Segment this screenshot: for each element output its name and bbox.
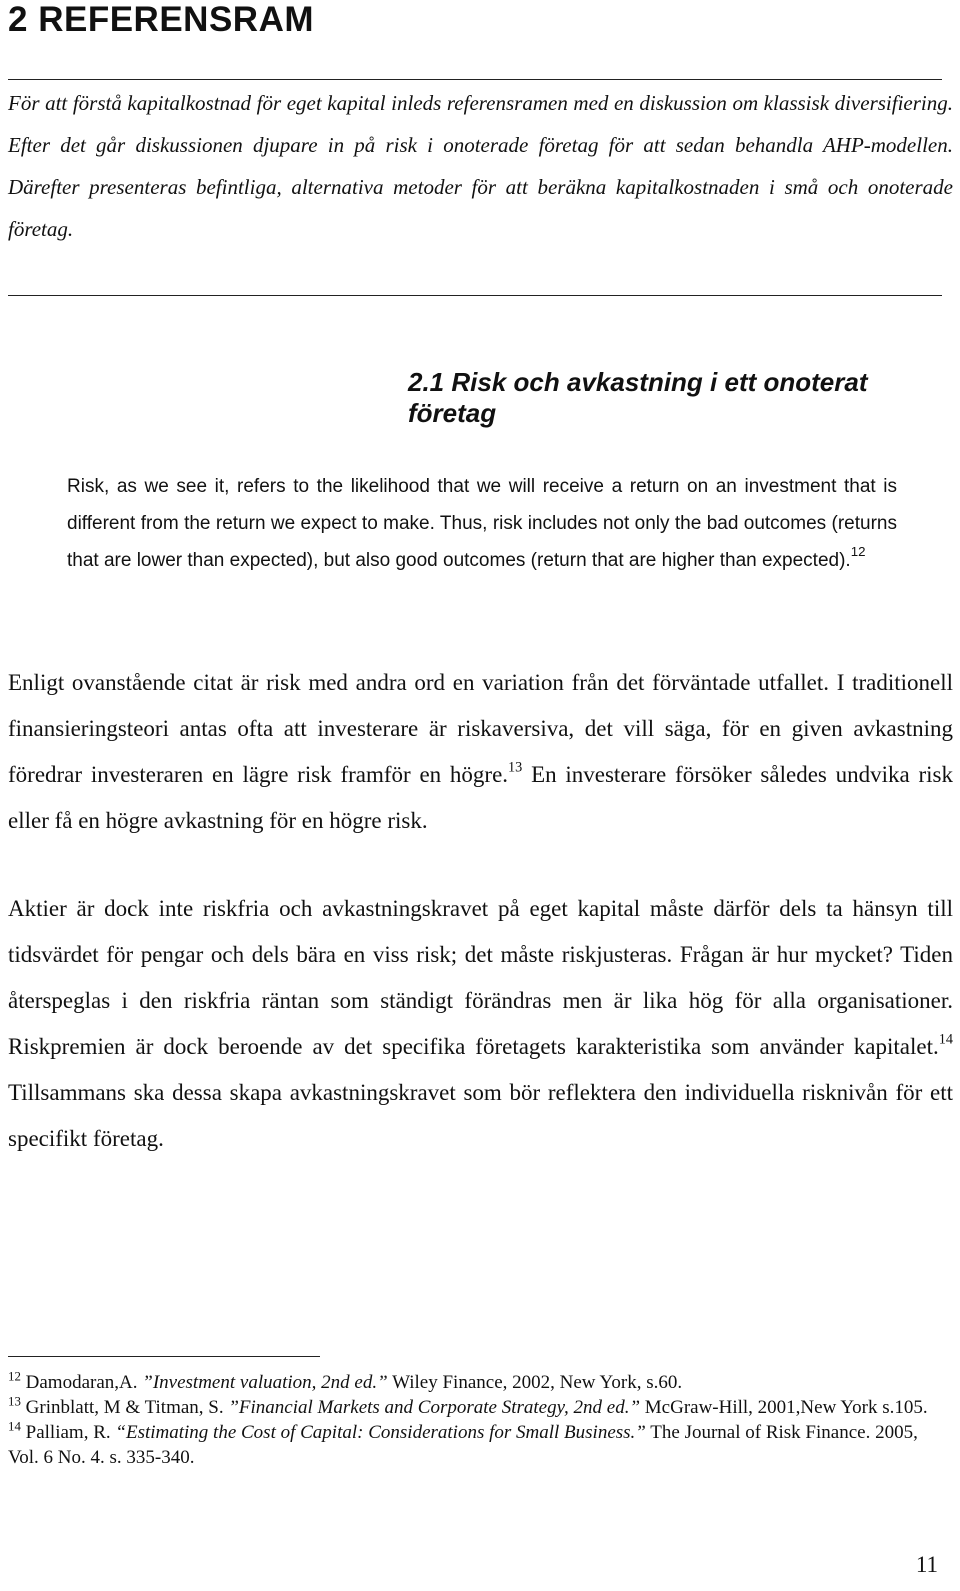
paragraph1-text-b: En investerare försöker således undvika risk eller få en högre avkastning för en högre risk.	[8, 762, 953, 833]
intro-bottom-rule	[8, 295, 942, 296]
footnote-number: 13	[8, 1393, 21, 1409]
section-heading	[408, 367, 960, 429]
paragraph1-text-a: Enligt ovanstående citat är risk med andra ord en variation från det förväntade utfallet. I traditionell finansieringsteori antas ofta att investerare är riskaversiva, det vill säga, för en given avkastning föredrar investeraren en lägre risk framför en högre.	[8, 670, 953, 787]
block-quote	[67, 468, 897, 579]
footnote-ref-14[interactable]: 14	[938, 1031, 953, 1048]
paragraph2-text-b: Tillsammans ska dessa skapa avkastningskravet som bör reflektera den individuella risknivån för ett specifikt företag.	[8, 1080, 953, 1151]
paragraph2-text-a: Aktier är dock inte riskfria och avkastningskravet på eget kapital måste därför dels ta hänsyn till tidsvärdet för pengar och dels bära en viss risk; det måste riskjusteras. Frågan är hur mycket? Tiden återspeglas i den riskfria räntan som ständigt förändras men är lika hög för alla organisationer. Riskpremien är dock beroende av det specifika företagets karakteristika som använder kapitalet.	[8, 896, 953, 1059]
footnote-author: Palliam, R.	[25, 1422, 116, 1443]
footnote-title: “Estimating the Cost of Capital: Considerations for Small Business.”	[115, 1422, 646, 1443]
intro-top-rule	[8, 79, 942, 80]
intro-paragraph: För att förstå kapitalkostnad för eget kapital inleds referensramen med en diskussion om klassisk diversifiering. Efter det går diskussionen djupare in på risk i onoterade företag för att sedan behandla AHP-modellen. Därefter presenteras befintliga, alternativa metoder för att beräkna kapitalkostnaden i små och onoterade företag.	[8, 91, 953, 241]
footnote-author: Damodaran,A.	[25, 1372, 143, 1393]
footnote-ref-12[interactable]: 12	[850, 544, 866, 560]
footnote-number: 12	[8, 1368, 21, 1384]
footnote-separator	[8, 1356, 320, 1357]
chapter-title: REFERENSRAM	[38, 0, 314, 39]
section-number: 2.1	[408, 367, 445, 397]
chapter-heading	[8, 0, 314, 40]
footnote-rest: Wiley Finance, 2002, New York, s.60.	[387, 1372, 683, 1393]
section-title: Risk och avkastning i ett onoterat företag	[408, 367, 868, 428]
footnote-12	[8, 1370, 953, 1395]
footnote-rest: McGraw-Hill, 2001,New York s.105.	[640, 1397, 928, 1418]
footnotes	[8, 1370, 953, 1470]
body-paragraph-2	[8, 886, 953, 1162]
quote-text: Risk, as we see it, refers to the likelihood that we will receive a return on an investment that is different from the return we expect to make. Thus, risk includes not only the bad outcomes (returns that are lower than expected), but also good outcomes (return that are higher than expected).	[67, 476, 897, 571]
footnote-title: ”Financial Markets and Corporate Strategy, 2nd ed.”	[228, 1397, 641, 1418]
footnote-number: 14	[8, 1418, 21, 1434]
page-number: 11	[915, 1552, 938, 1577]
footnote-author: Grinblatt, M & Titman, S.	[25, 1397, 229, 1418]
footnote-ref-13[interactable]: 13	[508, 759, 523, 776]
chapter-number: 2	[8, 0, 28, 39]
body-paragraph-1	[8, 660, 953, 844]
footnote-13	[8, 1395, 953, 1420]
footnote-title: ”Investment valuation, 2nd ed.”	[142, 1372, 388, 1393]
footnote-14	[8, 1420, 953, 1470]
footnote-rest: The Journal of Risk Finance. 2005, Vol. 6 No. 4. s. 335-340.	[8, 1422, 918, 1468]
